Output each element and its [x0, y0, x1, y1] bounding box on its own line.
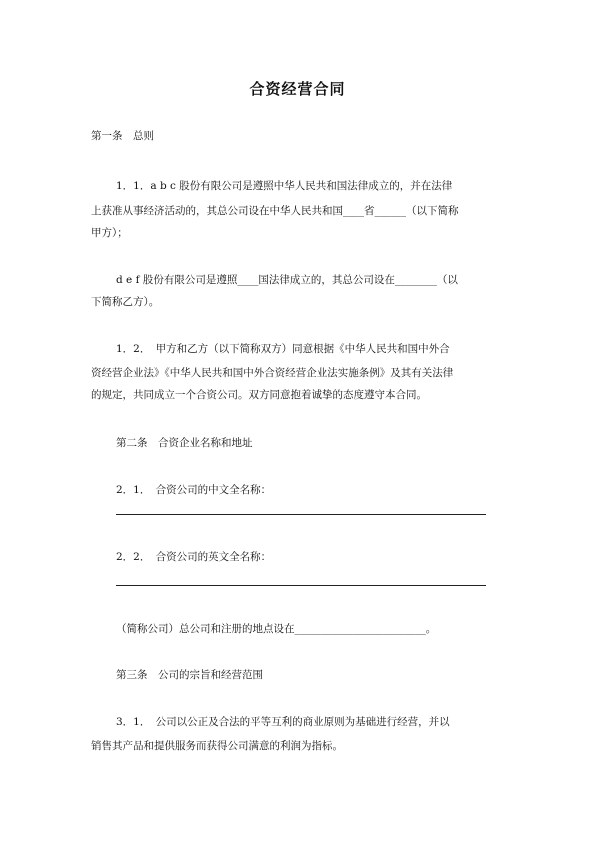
- clause-1-2-line-3: 的规定，共同成立一个合资公司。双方同意抱着诚挚的态度遵守本合同。: [91, 389, 427, 401]
- address-clause: （简称公司）总公司和注册的地点设在_________________________。: [116, 623, 437, 635]
- chinese-name-blank-line: [116, 514, 486, 515]
- english-name-blank-line: [116, 585, 486, 586]
- clause-1-1-line-2: 上获准从事经济活动的，其总公司设在中华人民共和国____省______（以下简称: [91, 205, 459, 217]
- clause-1-2-line-1: 1．2． 甲方和乙方（以下简称双方）同意根据《中华人民共和国中外合: [116, 343, 450, 355]
- clause-3-1-line-1: 3．1． 公司以公正及合法的平等互利的商业原则为基础进行经营，并以: [116, 716, 450, 728]
- party-b-line-2: 下简称乙方）。: [91, 296, 160, 308]
- article-2-heading: 第二条 合资企业名称和地址: [116, 437, 253, 449]
- clause-1-1-line-3: 甲方）；: [91, 227, 128, 239]
- article-1-heading: 第一条 总则: [91, 130, 154, 142]
- clause-2-1: 2．1． 合资公司的中文全名称：: [116, 484, 272, 496]
- party-b-line-1: d e f 股份有限公司是遵照____国法律成立的，其总公司设在________（以: [116, 274, 458, 286]
- clause-1-2-line-2: 资经营企业法》《中华人民共和国中外合资经营企业法实施条例》及其有关法律: [91, 367, 454, 379]
- article-3-heading: 第三条 公司的宗旨和经营范围: [116, 669, 263, 681]
- document-title: 合资经营合同: [249, 80, 346, 98]
- clause-2-2: 2．2． 合资公司的英文全名称：: [116, 551, 272, 563]
- clause-1-1-line-1: 1．1．a b c 股份有限公司是遵照中华人民共和国法律成立的，并在法律: [116, 180, 453, 192]
- clause-3-1-line-2: 销售其产品和提供服务而获得公司满意的利润为指标。: [91, 740, 343, 752]
